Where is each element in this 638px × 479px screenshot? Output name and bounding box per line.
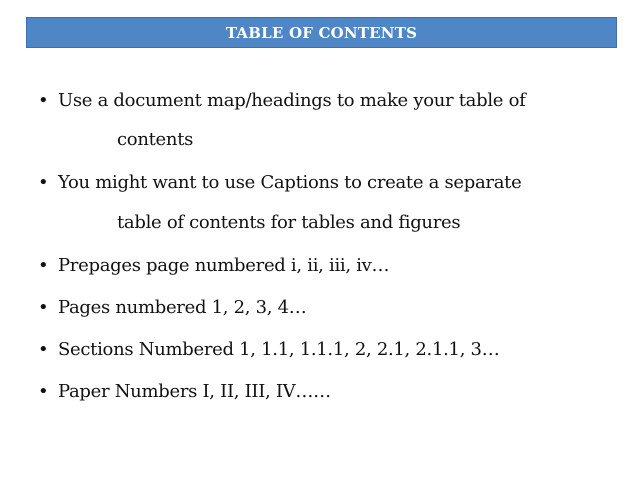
list-item-text: Sections Numbered 1, 1.1, 1.1.1, 2, 2.1, 2.1.1, 3… [58,339,500,360]
bullet-icon: • [38,172,49,193]
page-title: TABLE OF CONTENTS [225,23,418,42]
list-item-text: Use a document map/headings to make your table of [58,90,526,111]
list-item-text: Paper Numbers I, II, III, IV…… [58,381,331,402]
list-item-continuation: contents [117,129,194,150]
bullet-icon: • [38,90,49,111]
list-item-continuation: table of contents for tables and figures [117,212,461,233]
bullet-icon: • [38,339,49,360]
bullet-icon: • [38,255,49,276]
list-item-text: You might want to use Captions to create a separate [58,172,522,193]
bullet-icon: • [38,381,49,402]
list-item-text: Prepages page numbered i, ii, iii, iv… [58,255,390,276]
list-item-text: Pages numbered 1, 2, 3, 4… [58,297,307,318]
bullet-icon: • [38,297,49,318]
